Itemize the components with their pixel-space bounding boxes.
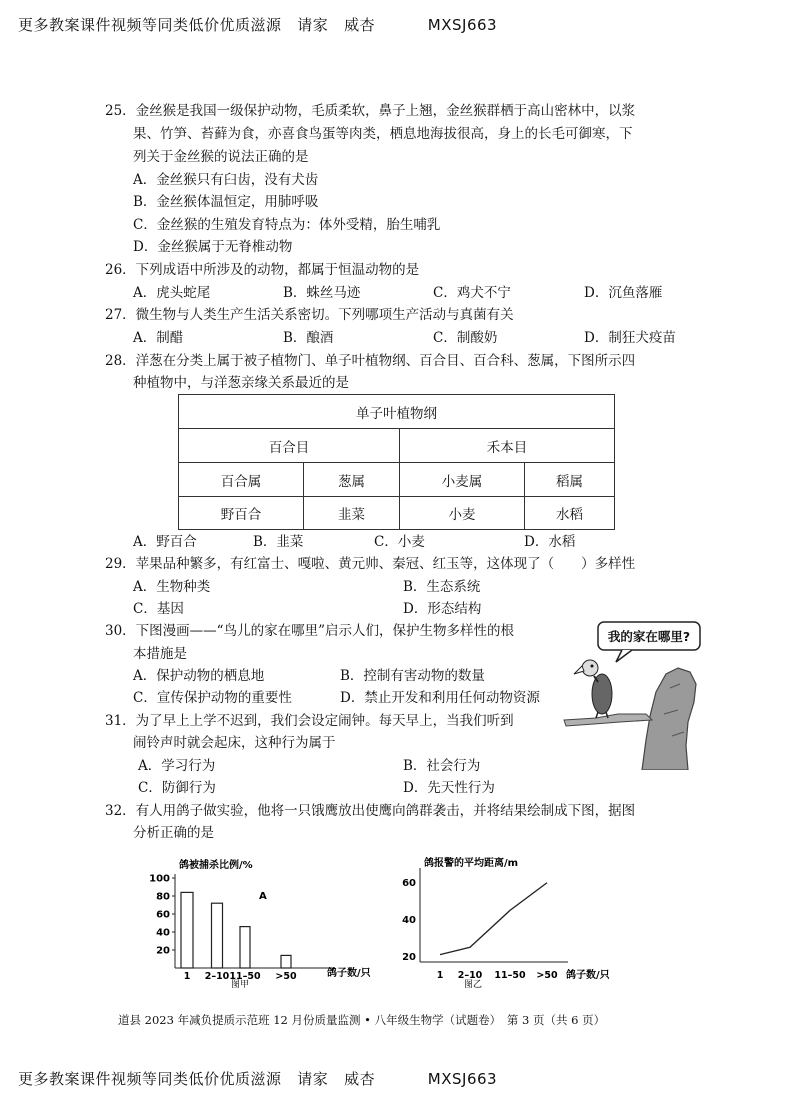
q28-option-a: A．野百合 <box>133 534 197 550</box>
q25-option-b: B．金丝猴体温恒定，用肺呼吸 <box>133 194 319 210</box>
bubble-text: 我的家在哪里? <box>607 629 691 644</box>
classification-table <box>178 394 615 530</box>
y-tick-label: 20 <box>402 951 416 963</box>
bar <box>181 892 193 968</box>
table-order-cell: 禾本目 <box>400 429 615 463</box>
q31-line-2: 闹铃声时就会起床，这种行为属于 <box>133 735 336 751</box>
q26-option-c: C．鸡犬不宁 <box>433 285 511 301</box>
q31-option-b: B．社会行为 <box>403 758 481 774</box>
x-tick-label: 1 <box>436 970 444 981</box>
q26-option-b: B．蛛丝马迹 <box>283 285 361 301</box>
x-tick-label: 11–50 <box>229 971 261 982</box>
bird-beak <box>574 666 584 674</box>
table-genus-cell: 百合属 <box>179 463 304 497</box>
chart-yi <box>392 852 682 994</box>
series-line <box>440 883 547 955</box>
page-footer: 道县 2023 年减负提质示范班 12 月份质量监测 • 八年级生物学（试题卷） 第 3 页（共 6 页） <box>118 1013 606 1027</box>
y-tick-label: 40 <box>402 915 416 927</box>
q27-option-b: B．酿酒 <box>283 330 334 346</box>
q25-option-c: C．金丝猴的生殖发育特点为：体外受精，胎生哺乳 <box>133 217 441 233</box>
table-genus-cell: 小麦属 <box>400 463 525 497</box>
x-tick-label: 1 <box>183 971 191 982</box>
q28-option-d: D．水稻 <box>524 534 576 550</box>
q30-option-d: D．禁止开发和利用任何动物资源 <box>340 690 540 706</box>
chart-title: 鸽被捕杀比例/% <box>179 860 253 871</box>
bird-body <box>592 674 612 714</box>
q27-stem: 27．微生物与人类生产生活关系密切。下列哪项生产活动与真菌有关 <box>105 307 514 323</box>
q31-option-a: A．学习行为 <box>138 758 216 774</box>
bird-cartoon-illustration <box>560 618 706 770</box>
q27-option-d: D．制狂犬疫苗 <box>584 330 676 346</box>
q32-line-2: 分析正确的是 <box>133 825 214 841</box>
q25-line-3: 列关于金丝猴的说法正确的是 <box>133 149 309 165</box>
bar <box>212 903 223 968</box>
y-tick-label: 80 <box>156 891 170 903</box>
q30-line-2: 本措施是 <box>133 646 187 662</box>
q31-option-d: D．先天性行为 <box>403 780 495 796</box>
bird-eye <box>591 665 594 668</box>
q30-option-b: B．控制有害动物的数量 <box>340 668 485 684</box>
q28-line-2: 种植物中，与洋葱亲缘关系最近的是 <box>133 375 349 391</box>
q27-option-a: A．制醋 <box>133 330 184 346</box>
y-tick-label: 20 <box>156 945 170 957</box>
chart-caption: 图乙 <box>464 980 483 990</box>
y-tick-label: 60 <box>402 878 416 890</box>
q31-option-c: C．防御行为 <box>138 780 216 796</box>
q30-option-a: A．保护动物的栖息地 <box>133 668 265 684</box>
bar <box>281 955 291 968</box>
q29-option-a: A．生物种类 <box>133 579 211 595</box>
x-tick-label: >50 <box>536 970 558 981</box>
chart-caption: 图甲 <box>231 980 250 990</box>
q28-option-c: C．小麦 <box>374 534 425 550</box>
q26-option-d: D．沉鱼落雁 <box>584 285 663 301</box>
q25-line-2: 果、竹笋、苔藓为食，亦喜食鸟蛋等肉类，栖息地海拔很高，身上的长毛可御寒，下 <box>133 126 633 142</box>
y-tick-label: 60 <box>156 909 170 921</box>
x-axis-label: 鸽子数/只 <box>566 970 610 981</box>
q25-option-d: D．金丝猴属于无脊椎动物 <box>133 239 293 255</box>
chart-title: 鸽报警的平均距离/m <box>424 858 519 869</box>
q29-option-b: B．生态系统 <box>403 579 481 595</box>
table-genus-cell: 稻属 <box>525 463 615 497</box>
q27-option-c: C．制酸奶 <box>433 330 498 346</box>
q29-stem: 29．苹果品种繁多，有红富士、嘎啦、黄元帅、秦冠、红玉等，这体现了（ ）多样性 <box>105 556 636 572</box>
bar <box>240 927 250 968</box>
bottom-banner: 更多教案课件视频等同类低价优质滋源 请家 威杏 MXSJ663 <box>18 1070 498 1088</box>
q28-line-1: 28．洋葱在分类上属于被子植物门、单子叶植物纲、百合目、百合科、葱属，下图所示四 <box>105 353 636 369</box>
y-tick-label: 100 <box>149 873 170 885</box>
q25-line-1: 25．金丝猴是我国一级保护动物，毛质柔软，鼻子上翘，金丝猴群栖于高山密林中，以浆 <box>105 103 636 119</box>
q26-option-a: A．虎头蛇尾 <box>133 285 211 301</box>
table-species-cell: 韭菜 <box>304 497 400 530</box>
q30-option-c: C．宣传保护动物的重要性 <box>133 690 292 706</box>
table-class-cell: 单子叶植物纲 <box>179 395 615 429</box>
q31-line-1: 31．为了早上上学不迟到，我们会设定闹钟。每天早上，当我们听到 <box>105 713 514 729</box>
q29-option-c: C．基因 <box>133 601 184 617</box>
x-axis-label: 鸽子数/只 <box>327 968 371 979</box>
top-banner: 更多教案课件视频等同类低价优质滋源 请家 威杏 MXSJ663 <box>18 16 498 34</box>
table-species-cell: 小麦 <box>400 497 525 530</box>
table-species-cell: 野百合 <box>179 497 304 530</box>
q25-option-a: A．金丝猴只有臼齿，没有犬齿 <box>133 172 319 188</box>
table-genus-cell: 葱属 <box>304 463 400 497</box>
table-species-cell: 水稻 <box>525 497 615 530</box>
q32-line-1: 32．有人用鸽子做实验，他将一只饿鹰放出使鹰向鸽群袭击，并将结果绘制成下图，据图 <box>105 803 636 819</box>
table-order-cell: 百合目 <box>179 429 400 463</box>
x-tick-label: 2–10 <box>204 971 230 982</box>
q28-option-b: B．韭菜 <box>253 534 304 550</box>
y-tick-label: 40 <box>156 927 170 939</box>
chart-annotation: A <box>259 891 267 902</box>
x-tick-label: 2–10 <box>457 970 483 981</box>
chart-jia <box>145 852 385 994</box>
q29-option-d: D．形态结构 <box>403 601 482 617</box>
x-tick-label: >50 <box>275 971 297 982</box>
q30-line-1: 30．下图漫画——“鸟儿的家在哪里”启示人们，保护生物多样性的根 <box>105 623 514 639</box>
q26-stem: 26．下列成语中所涉及的动物，都属于恒温动物的是 <box>105 262 420 278</box>
speech-bubble-tail <box>616 650 632 662</box>
bird-head <box>582 660 598 676</box>
x-tick-label: 11–50 <box>494 970 526 981</box>
